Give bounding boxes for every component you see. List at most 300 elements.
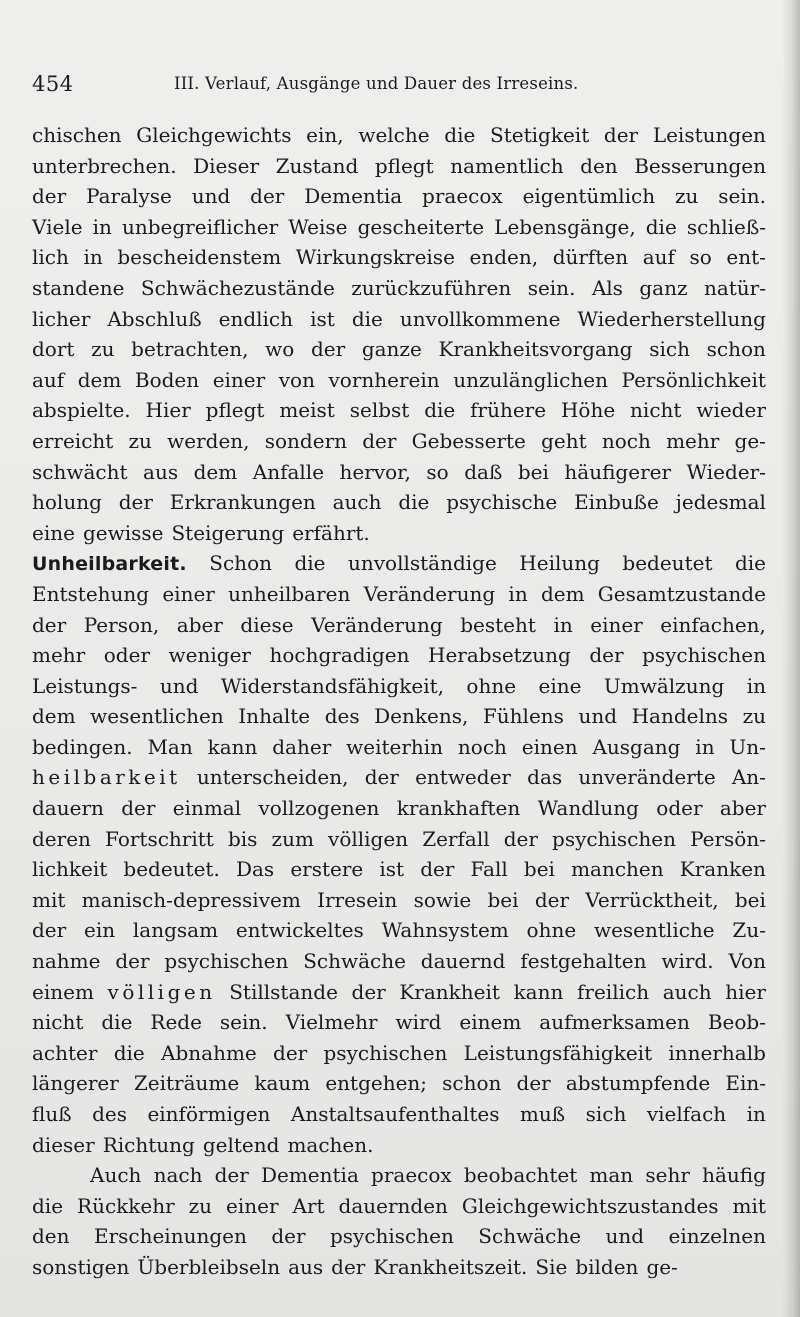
word: in bbox=[553, 612, 573, 637]
word: zu bbox=[742, 704, 766, 729]
text-line bbox=[32, 1191, 766, 1222]
word: meist bbox=[279, 398, 335, 423]
word: Einbuße bbox=[574, 490, 659, 515]
word: ent- bbox=[726, 245, 766, 270]
word: praecox bbox=[422, 184, 503, 209]
word: Gebesserte bbox=[411, 428, 526, 453]
word: Denkens, bbox=[374, 704, 469, 729]
word: Überbleibseln bbox=[137, 1254, 281, 1279]
word: der bbox=[32, 918, 67, 943]
word: mehr bbox=[666, 428, 720, 453]
word: An- bbox=[731, 765, 766, 790]
word: einer bbox=[226, 1193, 279, 1218]
text-line bbox=[32, 977, 766, 1008]
text-line bbox=[32, 151, 766, 182]
word: erreicht bbox=[32, 428, 114, 453]
word: wird bbox=[395, 1010, 442, 1035]
word: dem bbox=[32, 704, 76, 729]
word: zu bbox=[128, 428, 152, 453]
word: die bbox=[32, 1193, 64, 1218]
text-line bbox=[32, 120, 766, 151]
word: bei bbox=[523, 857, 555, 882]
word: so bbox=[689, 245, 712, 270]
word: dem bbox=[77, 367, 122, 392]
word: chischen bbox=[32, 123, 122, 147]
word: des bbox=[324, 704, 360, 729]
word: Besserungen bbox=[634, 153, 766, 178]
word: unzulänglichen bbox=[453, 367, 608, 392]
word: freilich bbox=[577, 979, 650, 1004]
word: unveränderte bbox=[578, 765, 716, 790]
word: Heilung bbox=[519, 551, 600, 576]
word: häufig bbox=[702, 1163, 766, 1188]
word: der bbox=[420, 857, 455, 882]
word: einer bbox=[212, 367, 266, 392]
word: wesentlichen bbox=[90, 704, 224, 729]
word: ist bbox=[310, 306, 335, 331]
word: unvollständige bbox=[347, 551, 497, 576]
word: dürften bbox=[552, 245, 629, 270]
word: Rede bbox=[150, 1010, 202, 1035]
word: Fühlens bbox=[482, 704, 564, 729]
word: bei bbox=[734, 887, 766, 912]
word: Rückkehr bbox=[77, 1193, 175, 1218]
text-line bbox=[32, 671, 766, 702]
word: weiterhin bbox=[346, 734, 444, 759]
word: einer bbox=[590, 612, 643, 637]
word: schließ- bbox=[686, 214, 766, 239]
word: man bbox=[589, 1163, 634, 1188]
word: dem bbox=[193, 459, 238, 484]
word: aber bbox=[719, 796, 766, 821]
word: Un- bbox=[729, 734, 766, 759]
word: auf bbox=[642, 245, 675, 270]
word: einförmigen bbox=[147, 1102, 271, 1126]
word: zu bbox=[188, 1193, 213, 1218]
word: Schwäche bbox=[303, 949, 406, 974]
word: enden, bbox=[469, 245, 539, 270]
word: Schwäche bbox=[478, 1224, 582, 1249]
page-number: 454 bbox=[32, 72, 74, 96]
word: Widerstandsfähigkeit, bbox=[220, 673, 444, 698]
word: weniger bbox=[168, 643, 251, 668]
word: endlich bbox=[218, 306, 294, 331]
word: der bbox=[362, 428, 397, 453]
word: diese bbox=[240, 612, 294, 637]
body-text bbox=[32, 120, 766, 1283]
word: Stillstande bbox=[229, 979, 338, 1004]
word: wesentliche bbox=[593, 918, 715, 943]
word: eigentümlich bbox=[522, 184, 656, 209]
word: von bbox=[278, 367, 315, 392]
word: der bbox=[121, 796, 156, 821]
word: der bbox=[534, 887, 570, 912]
word: Handelns bbox=[631, 704, 729, 729]
word: die bbox=[398, 490, 430, 515]
word: in bbox=[695, 734, 715, 759]
word: sein. bbox=[527, 275, 576, 300]
text-line bbox=[32, 212, 766, 243]
word: gescheiterte bbox=[357, 214, 485, 239]
word: Steigerung bbox=[171, 520, 285, 545]
word: deren bbox=[32, 826, 91, 851]
word: bis bbox=[227, 826, 258, 851]
word: auf bbox=[32, 367, 65, 392]
word: holung bbox=[32, 490, 102, 515]
text-line bbox=[32, 1099, 766, 1130]
word: einen bbox=[521, 734, 578, 759]
word: dem bbox=[540, 581, 585, 606]
word: Abnahme bbox=[161, 1040, 257, 1065]
word: bedeutet bbox=[622, 551, 713, 576]
word: und bbox=[159, 673, 199, 698]
word: langsam bbox=[132, 918, 219, 943]
word: kaum bbox=[254, 1071, 311, 1096]
word: psychischen bbox=[642, 643, 766, 668]
word: Zustand bbox=[275, 153, 359, 178]
word: die bbox=[101, 1010, 133, 1035]
word: Inhalte bbox=[238, 704, 311, 729]
word: unterscheiden, bbox=[196, 765, 349, 790]
word: und bbox=[578, 704, 618, 729]
word: die bbox=[645, 214, 677, 239]
text-line bbox=[32, 457, 766, 488]
word: ist bbox=[379, 857, 405, 882]
word: kann bbox=[207, 734, 258, 759]
word: Anfalle bbox=[252, 459, 325, 484]
word: krankhaften bbox=[396, 796, 521, 821]
word: unheilbaren bbox=[228, 581, 351, 606]
text-line bbox=[32, 395, 766, 426]
word: Vielmehr bbox=[285, 1010, 378, 1035]
word: Wirkungskreise bbox=[295, 245, 455, 270]
text-line bbox=[32, 1160, 766, 1191]
word: wo bbox=[265, 337, 295, 362]
word: nicht bbox=[32, 1010, 84, 1035]
word: hochgradigen bbox=[269, 643, 410, 668]
word: so bbox=[426, 459, 449, 484]
text-line bbox=[32, 793, 766, 824]
word: Persön- bbox=[690, 826, 766, 851]
text-line bbox=[32, 946, 766, 977]
word: Gesamtzustande bbox=[597, 581, 766, 606]
word: der bbox=[32, 184, 67, 209]
word: ge- bbox=[734, 428, 766, 453]
word: schwächt bbox=[32, 459, 128, 484]
word: aus bbox=[143, 459, 179, 484]
section-heading: Unheilbarkeit. bbox=[32, 553, 187, 576]
word: und bbox=[191, 184, 231, 209]
word: unvollkommene bbox=[399, 306, 561, 331]
word: die bbox=[351, 306, 383, 331]
word: unterbrechen. bbox=[32, 153, 177, 178]
text-line bbox=[32, 304, 766, 335]
word: einem bbox=[459, 1010, 522, 1035]
word: noch bbox=[601, 428, 651, 453]
word: einfachen, bbox=[660, 612, 766, 637]
word: aufmerksamen bbox=[539, 1010, 690, 1035]
word: Gleichgewichtszustandes bbox=[461, 1193, 719, 1218]
word: Hier bbox=[145, 398, 191, 423]
word: aus bbox=[288, 1254, 324, 1279]
word: in bbox=[746, 1102, 766, 1126]
text-line bbox=[32, 701, 766, 732]
word: welche bbox=[358, 123, 430, 147]
word: der bbox=[364, 765, 399, 790]
word: Zu- bbox=[732, 918, 766, 943]
word: ge- bbox=[646, 1254, 678, 1279]
word: dauern bbox=[32, 796, 104, 821]
word: der bbox=[503, 826, 538, 851]
word: entgehen; bbox=[325, 1071, 428, 1096]
text-line bbox=[32, 1007, 766, 1038]
word: völligen bbox=[328, 826, 409, 851]
word: Lebensgänge, bbox=[494, 214, 636, 239]
word: mit bbox=[32, 887, 66, 912]
word: ein, bbox=[306, 123, 344, 147]
word: Richtung bbox=[102, 1132, 195, 1157]
word: Erkrankungen bbox=[169, 490, 316, 515]
word: schon bbox=[706, 337, 766, 362]
text-line bbox=[32, 610, 766, 641]
word: der bbox=[32, 612, 67, 637]
word: innerhalb bbox=[668, 1040, 766, 1065]
word: Wiederherstellung bbox=[577, 306, 766, 331]
word: achter bbox=[32, 1040, 98, 1065]
text-line bbox=[32, 242, 766, 273]
text-line bbox=[32, 426, 766, 457]
text-line bbox=[32, 915, 766, 946]
word: Zeiträume bbox=[133, 1071, 240, 1096]
word: einmal bbox=[172, 796, 242, 821]
word: Beob- bbox=[707, 1010, 766, 1035]
text-line bbox=[32, 334, 766, 365]
word: Höhe bbox=[560, 398, 616, 423]
word: in bbox=[508, 581, 528, 606]
word: machen. bbox=[287, 1132, 374, 1157]
word: lichkeit bbox=[32, 857, 108, 882]
word: Kranken bbox=[679, 857, 766, 882]
word: Krankheit bbox=[399, 979, 500, 1004]
word: Persönlichkeit bbox=[621, 367, 766, 392]
word: Umwälzung bbox=[603, 673, 725, 698]
word: den bbox=[580, 153, 618, 178]
word: ohne bbox=[466, 673, 517, 698]
word: nicht bbox=[630, 398, 682, 423]
word: Als bbox=[591, 275, 623, 300]
word: betrachten, bbox=[131, 337, 249, 362]
word: muß bbox=[519, 1102, 566, 1126]
word: psychischen bbox=[323, 1040, 448, 1065]
word: Fall bbox=[470, 857, 508, 882]
word: Person, bbox=[83, 612, 160, 637]
word: Wandlung bbox=[537, 796, 639, 821]
word: Krankheitszeit. bbox=[373, 1254, 528, 1279]
word: zu bbox=[91, 337, 115, 362]
word: licher bbox=[32, 306, 91, 331]
word: oder bbox=[656, 796, 703, 821]
word: vornherein bbox=[328, 367, 440, 392]
word: Zerfall bbox=[422, 826, 490, 851]
word: Schon bbox=[209, 551, 272, 576]
word: Schwächezustände bbox=[140, 275, 335, 300]
text-line bbox=[32, 181, 766, 212]
word: dort bbox=[32, 337, 75, 362]
word: des bbox=[92, 1102, 127, 1126]
word: daher bbox=[272, 734, 332, 759]
text-line bbox=[32, 762, 766, 793]
word: aber bbox=[176, 612, 223, 637]
word: bei bbox=[517, 459, 549, 484]
text-line bbox=[32, 518, 766, 549]
word: der bbox=[310, 337, 346, 362]
text-line bbox=[32, 1252, 766, 1283]
word: eine bbox=[32, 520, 75, 545]
word: entweder bbox=[415, 765, 511, 790]
word: die bbox=[734, 551, 766, 576]
word: fluß bbox=[32, 1102, 72, 1126]
word: Weise bbox=[288, 214, 348, 239]
word: hervor, bbox=[339, 459, 411, 484]
word: Herabsetzung bbox=[428, 643, 571, 668]
word: Veränderung bbox=[363, 581, 496, 606]
text-line bbox=[32, 1221, 766, 1252]
word: Man bbox=[147, 734, 193, 759]
word: erfährt. bbox=[292, 520, 370, 545]
word: entwickeltes bbox=[235, 918, 364, 943]
word: pflegt bbox=[205, 398, 265, 423]
word: die bbox=[113, 1040, 145, 1065]
word: auch bbox=[332, 490, 382, 515]
word: Leistungsfähigkeit bbox=[463, 1040, 653, 1065]
word: Abschluß bbox=[107, 306, 202, 331]
text-line bbox=[32, 1038, 766, 1069]
word: Leistungs- bbox=[32, 673, 138, 698]
word: Art bbox=[292, 1193, 325, 1218]
word: manchen bbox=[571, 857, 664, 882]
word: ganz bbox=[639, 275, 688, 300]
word: werden, bbox=[167, 428, 250, 453]
word: zum bbox=[271, 826, 314, 851]
word: psychischen bbox=[329, 1224, 454, 1249]
word: Fortschritt bbox=[105, 826, 214, 851]
word: der bbox=[351, 979, 386, 1004]
word: der bbox=[118, 490, 153, 515]
word: kann bbox=[513, 979, 564, 1004]
word: einer bbox=[162, 581, 215, 606]
text-line bbox=[32, 487, 766, 518]
word: Irresein bbox=[317, 887, 398, 912]
page-edge-shadow bbox=[782, 0, 800, 1317]
word: Dementia bbox=[304, 184, 403, 209]
page-header bbox=[32, 72, 752, 112]
word: manisch-depressivem bbox=[81, 887, 301, 912]
word: Sie bbox=[535, 1254, 568, 1279]
word: Gleichgewichts bbox=[136, 123, 292, 147]
word: abstumpfende bbox=[565, 1071, 711, 1096]
word: Auch bbox=[90, 1163, 142, 1188]
text-line bbox=[32, 885, 766, 916]
word: heilbarkeit bbox=[32, 765, 181, 790]
word: auch bbox=[662, 979, 712, 1004]
word: Krankheitsvorgang bbox=[438, 337, 633, 362]
word: der bbox=[603, 123, 639, 147]
word: dauernd bbox=[420, 949, 506, 974]
word: der bbox=[271, 1224, 306, 1249]
word: häufigerer bbox=[564, 459, 672, 484]
text-line bbox=[32, 732, 766, 763]
word: und bbox=[605, 1224, 645, 1249]
word: Veränderung bbox=[311, 612, 443, 637]
word: psychischen bbox=[552, 826, 676, 851]
word: praecox bbox=[371, 1163, 452, 1188]
word: Ein- bbox=[725, 1071, 766, 1096]
word: nahme bbox=[32, 949, 101, 974]
word: längerer bbox=[32, 1071, 119, 1096]
word: sein. bbox=[219, 1010, 268, 1035]
word: in bbox=[83, 245, 103, 270]
word: oder bbox=[103, 643, 151, 668]
word: schon bbox=[442, 1071, 502, 1096]
word: Erscheinungen bbox=[93, 1224, 247, 1249]
word: geltend bbox=[202, 1132, 280, 1157]
word: dieser bbox=[32, 1132, 95, 1157]
word: das bbox=[527, 765, 563, 790]
word: abspielte. bbox=[32, 398, 131, 423]
word: Paralyse bbox=[86, 184, 172, 209]
word: der bbox=[115, 949, 150, 974]
word: bescheidenstem bbox=[117, 245, 282, 270]
word: sich bbox=[585, 1102, 627, 1126]
word: nach bbox=[153, 1163, 203, 1188]
word: selbst bbox=[349, 398, 410, 423]
word: sehr bbox=[645, 1163, 690, 1188]
word: Stetigkeit bbox=[490, 123, 590, 147]
word: einem bbox=[32, 979, 94, 1004]
word: sonstigen bbox=[32, 1254, 130, 1279]
word: einzelnen bbox=[668, 1224, 766, 1249]
word: dauernden bbox=[338, 1193, 448, 1218]
word: besteht bbox=[460, 612, 536, 637]
word: gewisse bbox=[82, 520, 164, 545]
text-line bbox=[32, 273, 766, 304]
word: sein. bbox=[718, 184, 766, 209]
word: die bbox=[424, 398, 456, 423]
word: wird. bbox=[661, 949, 714, 974]
word: psychische bbox=[446, 490, 558, 515]
word: erstere bbox=[290, 857, 364, 882]
word: zu bbox=[674, 184, 699, 209]
word: Wieder- bbox=[686, 459, 766, 484]
word: Von bbox=[728, 949, 766, 974]
word: bilden bbox=[575, 1254, 639, 1279]
word: in bbox=[92, 214, 112, 239]
word: der bbox=[589, 643, 624, 668]
word: psychischen bbox=[164, 949, 289, 974]
word: mit bbox=[732, 1193, 766, 1218]
text-line bbox=[32, 1068, 766, 1099]
word: der bbox=[214, 1163, 249, 1188]
word: Leistungen bbox=[652, 123, 766, 147]
word: festgehalten bbox=[520, 949, 647, 974]
text-line bbox=[32, 579, 766, 610]
word: der bbox=[250, 184, 285, 209]
word: ohne bbox=[526, 918, 577, 943]
word: die bbox=[444, 123, 476, 147]
word: wieder bbox=[696, 398, 766, 423]
word: bedeutet. bbox=[123, 857, 220, 882]
word: natür- bbox=[703, 275, 766, 300]
